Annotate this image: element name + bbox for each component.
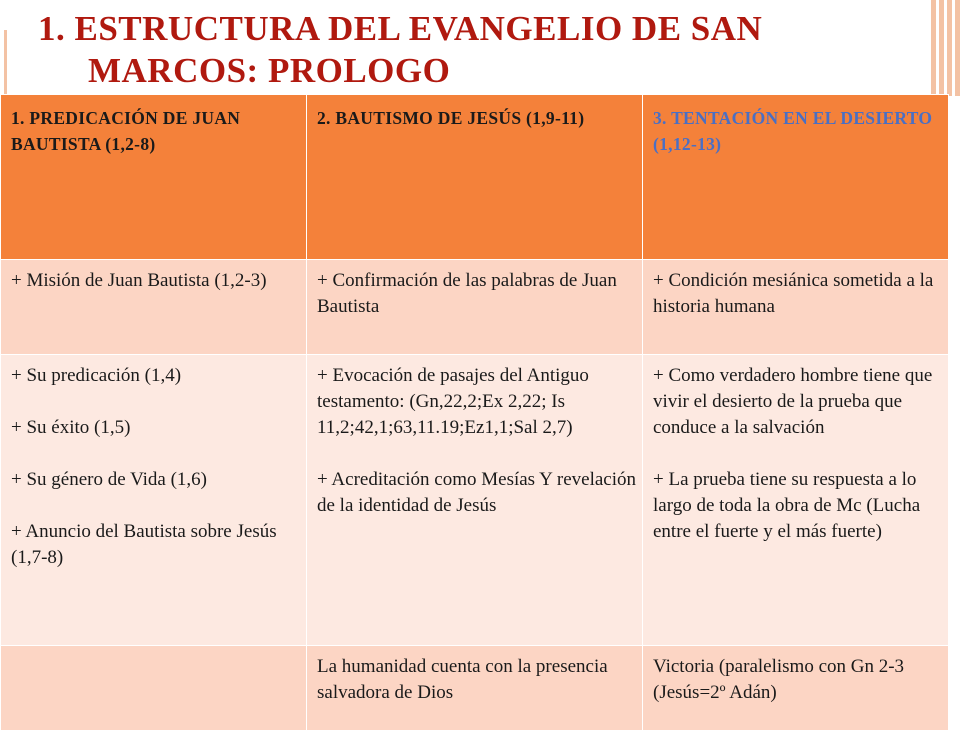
table-row xyxy=(1,646,949,731)
table-row xyxy=(1,355,949,646)
cell-paragraph: + Su éxito (1,5) xyxy=(11,417,131,438)
cell-paragraph: + Evocación de pasajes del Antiguo testamento: (Gn,22,2;Ex 2,22; Is 11,2;42,1;63,11.19;Ez1,1;Sal 2,7) xyxy=(317,365,589,438)
header-cell-predicacion: 1. PREDICACIÓN DE JUAN BAUTISTA (1,2-8) xyxy=(1,95,307,260)
table-cell: La humanidad cuenta con la presencia salvadora de Dios xyxy=(307,646,643,731)
slide-title xyxy=(38,8,918,92)
cell-paragraph: + Acreditación como Mesías Y revelación de la identidad de Jesús xyxy=(317,469,637,516)
table-cell: + Confirmación de las palabras de Juan Bautista xyxy=(307,260,643,355)
table-header-row xyxy=(1,95,949,260)
table-cell xyxy=(1,646,307,731)
stripe xyxy=(939,0,944,96)
cell-paragraph: + Anuncio del Bautista sobre Jesús (1,7-8) xyxy=(11,521,277,568)
stripe xyxy=(955,0,960,96)
table-row xyxy=(1,260,949,355)
structure-table xyxy=(0,94,949,731)
cell-paragraph: + La prueba tiene su respuesta a lo largo de toda la obra de Mc (Lucha entre el fuerte y el más fuerte) xyxy=(653,469,921,542)
table-cell: Victoria (paralelismo con Gn 2-3 (Jesús=2º Adán) xyxy=(643,646,949,731)
table-cell xyxy=(1,355,307,646)
cell-paragraph: + Su género de Vida (1,6) xyxy=(11,469,208,490)
decorative-right-stripes xyxy=(926,0,960,96)
cell-paragraph: + Su predicación (1,4) xyxy=(11,365,182,386)
stripe xyxy=(947,0,952,96)
header-cell-bautismo: 2. BAUTISMO DE JESÚS (1,9-11) xyxy=(307,95,643,260)
header-cell-tentacion: 3. TENTACIÓN EN EL DESIERTO (1,12-13) xyxy=(643,95,949,260)
decorative-left-stripe xyxy=(4,30,7,100)
table-cell xyxy=(307,355,643,646)
table-cell xyxy=(643,355,949,646)
stripe xyxy=(931,0,936,96)
title-line-1: 1. ESTRUCTURA DEL EVANGELIO DE SAN xyxy=(38,9,763,48)
cell-paragraph: + Como verdadero hombre tiene que vivir el desierto de la prueba que conduce a la salvación xyxy=(653,365,933,438)
title-line-2: MARCOS: PROLOGO xyxy=(88,51,451,90)
table-cell: + Misión de Juan Bautista (1,2-3) xyxy=(1,260,307,355)
table-cell: + Condición mesiánica sometida a la historia humana xyxy=(643,260,949,355)
